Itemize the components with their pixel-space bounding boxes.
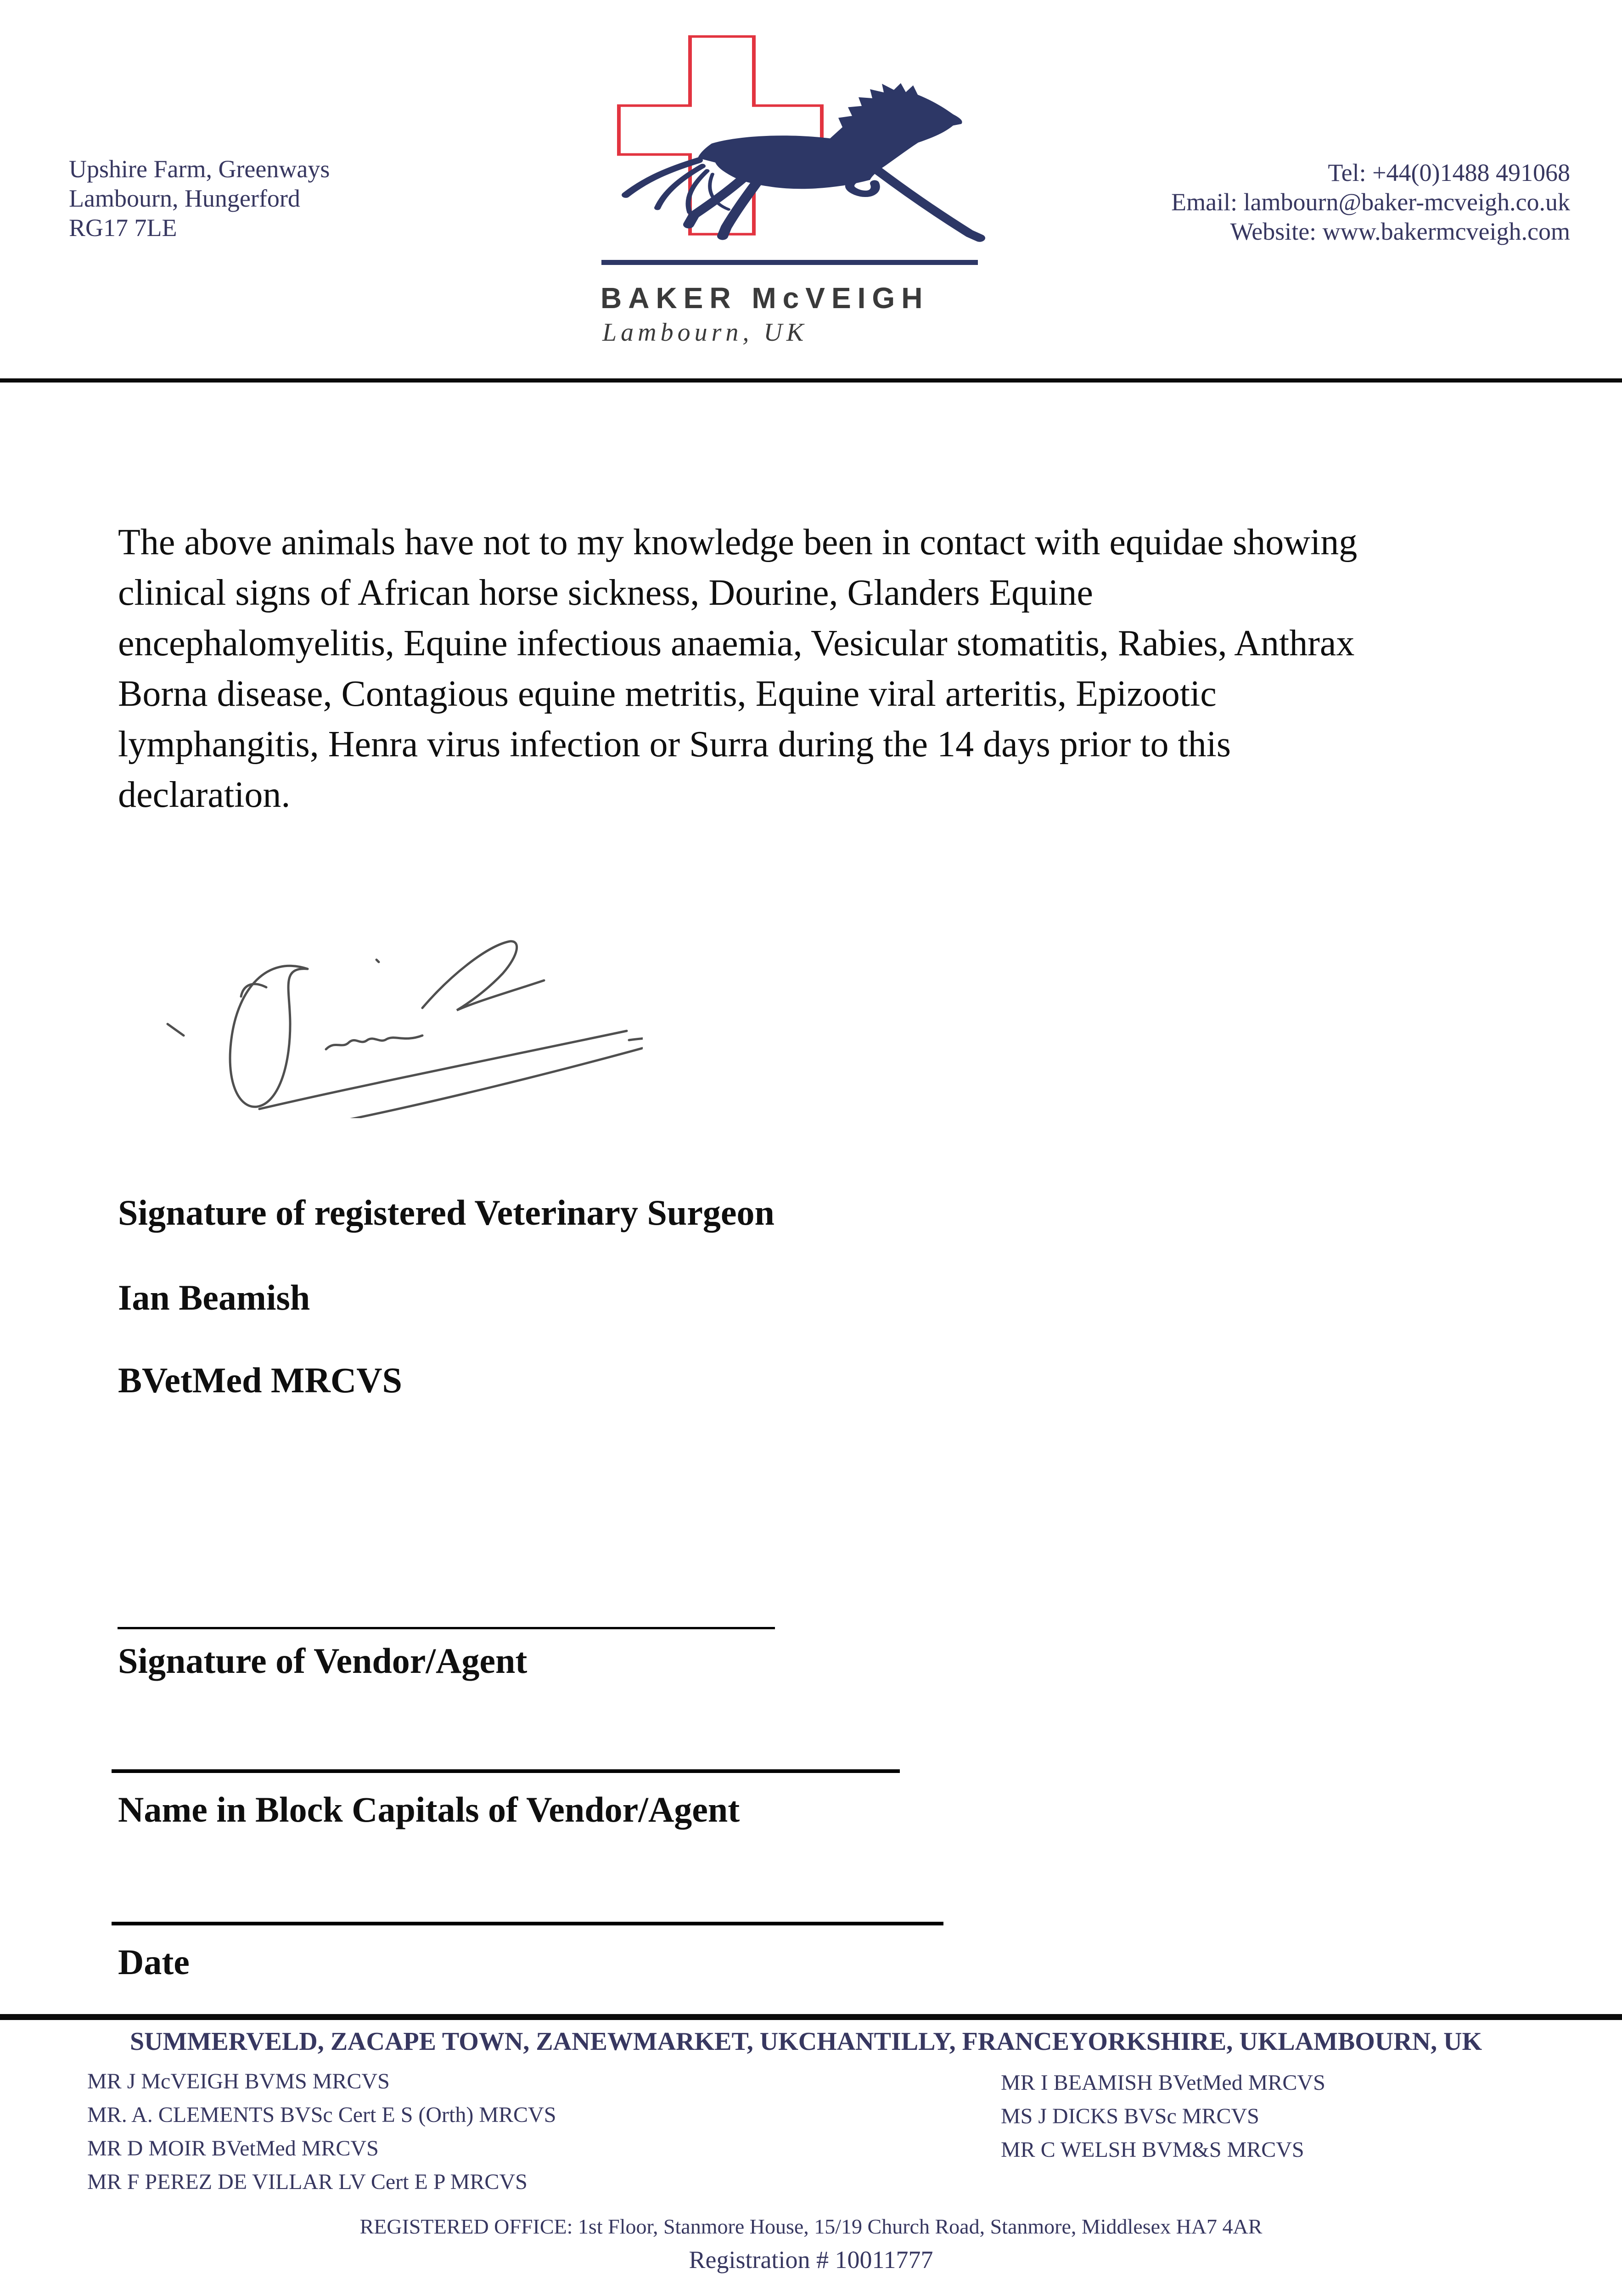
header-divider-line xyxy=(0,378,1622,383)
paragraph-line: Borna disease, Contagious equine metritis, Equine viral arteritis, Epizootic xyxy=(118,674,1217,714)
location-item: CHANTILLY, FRANCE xyxy=(798,2027,1069,2056)
signature-strokes xyxy=(168,941,643,1118)
paragraph-line: encephalomyelitis, Equine infectious anaemia, Vesicular stomatitis, Rabies, Anthrax xyxy=(118,623,1355,664)
phone-line: Tel: +44(0)1488 491068 xyxy=(1328,159,1570,186)
office-locations xyxy=(130,2027,1482,2056)
date-label: Date xyxy=(118,1942,190,1982)
staff-member: MR D MOIR BVetMed MRCVS xyxy=(87,2136,379,2161)
paragraph-line: declaration. xyxy=(118,775,291,815)
registration-number: Registration # 10011777 xyxy=(689,2246,933,2273)
declaration-paragraph xyxy=(118,517,1357,820)
contact-details xyxy=(1171,158,1570,246)
location-item: YORKSHIRE, UK xyxy=(1069,2027,1278,2056)
staff-member: MS J DICKS BVSc MRCVS xyxy=(1001,2104,1259,2128)
vet-qualifications: BVetMed MRCVS xyxy=(118,1360,402,1400)
paragraph-line: The above animals have not to my knowledge been in contact with equidae showing xyxy=(118,522,1358,563)
vendor-name-line xyxy=(112,1769,900,1773)
vet-signature-heading: Signature of registered Veterinary Surgeon xyxy=(118,1193,775,1232)
logo-divider-line xyxy=(601,260,978,265)
registered-office: REGISTERED OFFICE: 1st Floor, Stanmore House, 15/19 Church Road, Stanmore, Middlesex HA7 4AR xyxy=(359,2215,1263,2238)
location-item: LAMBOURN, UK xyxy=(1278,2027,1482,2056)
website-line: Website: www.bakermcveigh.com xyxy=(1230,218,1570,245)
staff-list-left xyxy=(87,2065,556,2199)
staff-member: MR. A. CLEMENTS BVSc Cert E S (Orth) MRCVS xyxy=(87,2103,556,2127)
vet-signature-image xyxy=(129,912,643,1118)
logo-graphic xyxy=(574,9,1033,266)
staff-member: MR J McVEIGH BVMS MRCVS xyxy=(87,2069,390,2093)
vendor-signature-label: Signature of Vendor/Agent xyxy=(118,1641,528,1681)
staff-member: MR I BEAMISH BVetMed MRCVS xyxy=(1001,2071,1325,2095)
company-tagline: Lambourn, UK xyxy=(602,318,808,347)
company-name: BAKER McVEIGH xyxy=(601,281,929,315)
address-line: Lambourn, Hungerford xyxy=(69,185,300,212)
practice-address xyxy=(69,154,330,242)
location-item: SUMMERVELD, ZA xyxy=(130,2027,366,2056)
location-item: NEWMARKET, UK xyxy=(572,2027,798,2056)
address-line: RG17 7LE xyxy=(69,214,177,242)
paragraph-line: lymphangitis, Henra virus infection or Surra during the 14 days prior to this xyxy=(118,724,1231,765)
staff-member: MR F PEREZ DE VILLAR LV Cert E P MRCVS xyxy=(87,2170,528,2194)
staff-list-right xyxy=(1001,2066,1325,2167)
vendor-name-label: Name in Block Capitals of Vendor/Agent xyxy=(118,1790,740,1829)
footer-divider-line xyxy=(0,2014,1622,2020)
vet-name: Ian Beamish xyxy=(118,1277,310,1317)
address-line: Upshire Farm, Greenways xyxy=(69,155,330,183)
location-item: CAPE TOWN, ZA xyxy=(366,2027,572,2056)
vendor-signature-line xyxy=(118,1627,775,1629)
date-line xyxy=(112,1922,943,1925)
email-line: Email: lambourn@baker-mcveigh.co.uk xyxy=(1171,188,1570,216)
paragraph-line: clinical signs of African horse sickness, Dourine, Glanders Equine xyxy=(118,573,1093,613)
staff-member: MR C WELSH BVM&S MRCVS xyxy=(1001,2138,1304,2162)
